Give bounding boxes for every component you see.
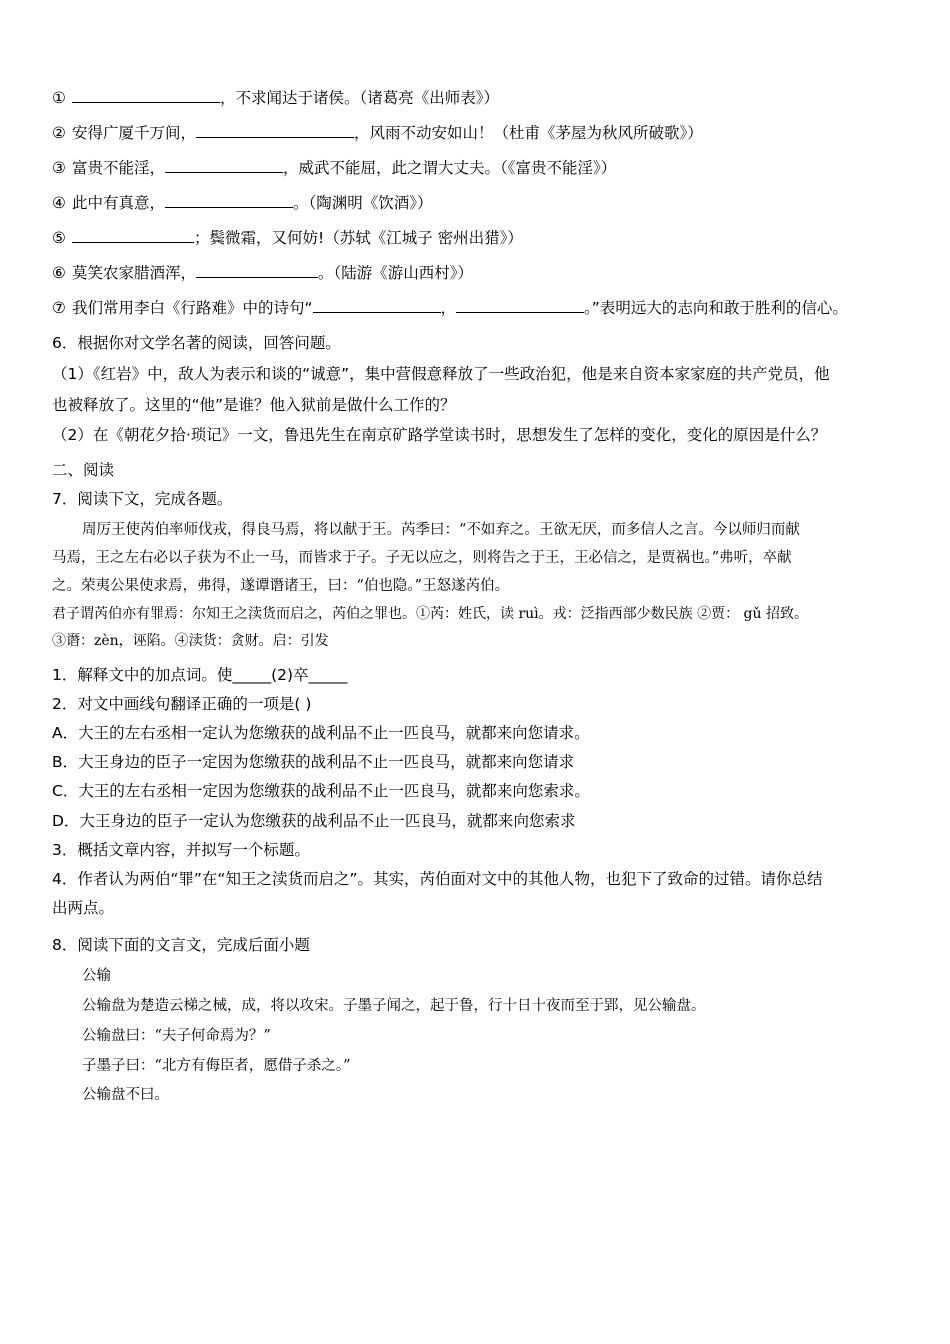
row-text: ；鬓微霜，又何妨!（苏轼《江城子 密州出猎》）: [194, 229, 523, 248]
option-d[interactable]: D．大王身边的臣子一定认为您缴获的战利品不止一匹良马，就都来向您索求: [52, 811, 576, 830]
item-number: ⑦: [52, 299, 66, 318]
answer-blank[interactable]: [313, 298, 441, 313]
item-number: ③: [52, 159, 66, 178]
question-7-item-4-line-1: 4．作者认为两伯“罪”在“知王之渎货而启之”。其实，芮伯面对文中的其他人物，也犯下了致命的过错。请你总结: [52, 870, 823, 888]
question-8-title: 公输: [82, 968, 111, 985]
fill-blank-row: [52, 86, 888, 110]
answer-blank[interactable]: [196, 263, 318, 278]
question-6-sub2: （2）在《朝花夕拾·琐记》一文，鲁迅先生在南京矿路学堂读书时，思想发生了怎样的变化，变化的原因是什么？: [52, 426, 827, 445]
row-text: 。（陆游《游山西村》）: [318, 264, 474, 283]
question-7-passage-line-3: 之。荣夷公果使求焉，弗得，遂谭谮诸王，曰：“伯也隐。”王怒遂芮伯。: [52, 578, 510, 595]
question-6: [52, 331, 888, 450]
question-8-head: 8．阅读下面的文言文，完成后面小题: [52, 936, 310, 955]
row-text: ，威武不能屈，此之谓大丈夫。（《富贵不能淫》）: [283, 159, 617, 178]
question-7-item-3: 3．概括文章内容，并拟写一个标题。: [52, 841, 310, 860]
row-text-before: 我们常用李白《行路难》中的诗句“: [72, 299, 313, 318]
question-7-head: 7．阅读下文，完成各题。: [52, 489, 233, 508]
row-text-before: 莫笑农家腊酒浑，: [72, 264, 197, 283]
question-6-sub1-line1: （1）《红岩》中，敌人为表示和谈的“诚意”，集中营假意释放了一些政治犯，他是来自资本家家庭的共产党员，他: [52, 364, 830, 383]
answer-blank[interactable]: [72, 88, 220, 103]
row-text-before: 安得广厦千万间，: [72, 124, 197, 143]
question-7-notes-line-1: 君子谓芮伯亦有罪焉：尔知王之渎货而启之，芮伯之罪也。①芮：姓氏，读 ruì。戎：泛指西部少数民族 ②贾： gǔ 招致。: [52, 605, 808, 622]
question-7-notes-line-2: ③谮：zèn，诬陷。④渎货：贪财。启：引发: [52, 632, 329, 649]
question-6-sub1-line2: 也被释放了。这里的“他”是谁？他入狱前是做什么工作的？: [52, 395, 456, 414]
question-8-line-1: 公输盘为楚造云梯之械，成，将以攻宋。子墨子闻之，起于鲁，行十日十夜而至于郢，见公输盘。: [82, 998, 706, 1015]
row-text-before: 富贵不能淫，: [72, 159, 166, 178]
item-number: ②: [52, 124, 66, 143]
answer-blank[interactable]: [165, 158, 283, 173]
question-8-line-4: 公输盘不曰。: [82, 1087, 169, 1104]
question-8-line-3: 子墨子曰：“北方有侮臣者，愿借子杀之。”: [82, 1057, 351, 1074]
question-8: [52, 932, 888, 1111]
fill-blank-row: [52, 121, 888, 145]
item-number: ①: [52, 89, 66, 107]
fill-blank-row: [52, 261, 888, 285]
row-separator: ，: [440, 299, 457, 318]
row-text: 。（陶渊明《饮酒》）: [293, 194, 433, 213]
row-text: 。”表明远大的志向和敢于胜利的信心。: [584, 299, 848, 318]
fill-blank-row: [52, 191, 888, 215]
row-text: ，不求闻达于诸侯。（诸葛亮《出师表》）: [220, 89, 500, 107]
fill-blank-row: [52, 296, 888, 320]
option-b[interactable]: B．大王身边的臣子一定因为您缴获的战利品不止一匹良马，就都来向您请求: [52, 753, 575, 772]
item-number: ⑤: [52, 229, 66, 248]
fill-in-blanks-group: [52, 86, 888, 320]
row-text-before: 此中有真意，: [72, 194, 166, 213]
question-7: [52, 486, 888, 923]
option-c[interactable]: C．大王的左右丞相一定因为您缴获的战利品不止一匹良马，就都来向您索求。: [52, 782, 590, 801]
question-7-item-2: 2．对文中画线句翻译正确的一项是( ): [52, 694, 312, 713]
answer-blank[interactable]: [456, 298, 584, 313]
item-number: ⑥: [52, 264, 66, 283]
answer-blank[interactable]: [72, 228, 194, 243]
question-7-passage-line-1: 周厉王使芮伯率师伐戎，得良马焉，将以献于王。芮季曰：“不如弃之。王欲无厌，而多信人之言。今以师归而献: [82, 521, 800, 538]
row-text: ，风雨不动安如山！（杜甫《茅屋为秋风所破歌》）: [354, 124, 703, 143]
fill-blank-row: [52, 156, 888, 180]
question-6-head: 6．根据你对文学名著的阅读，回答问题。: [52, 334, 341, 353]
question-7-item-4-line-2: 出两点。: [52, 898, 115, 917]
option-a[interactable]: A．大王的左右丞相一定认为您缴获的战利品不止一匹良马，就都来向您请求。: [52, 723, 590, 742]
answer-blank[interactable]: [165, 193, 293, 208]
fill-blank-row: [52, 226, 888, 250]
question-8-line-2: 公输盘曰：“夫子何命焉为？”: [82, 1027, 271, 1044]
question-7-item-1: 1．解释文中的加点词。使_____(2)卒_____: [52, 666, 348, 685]
item-number: ④: [52, 194, 66, 213]
question-7-passage-line-2: 马焉，王之左右必以子获为不止一马，而皆求于子。子无以应之，则将告之于王，王必信之，是贾祸也。”弗听，卒献: [52, 550, 792, 567]
section-title-reading: 二、阅读: [52, 460, 115, 479]
answer-blank[interactable]: [196, 123, 354, 138]
